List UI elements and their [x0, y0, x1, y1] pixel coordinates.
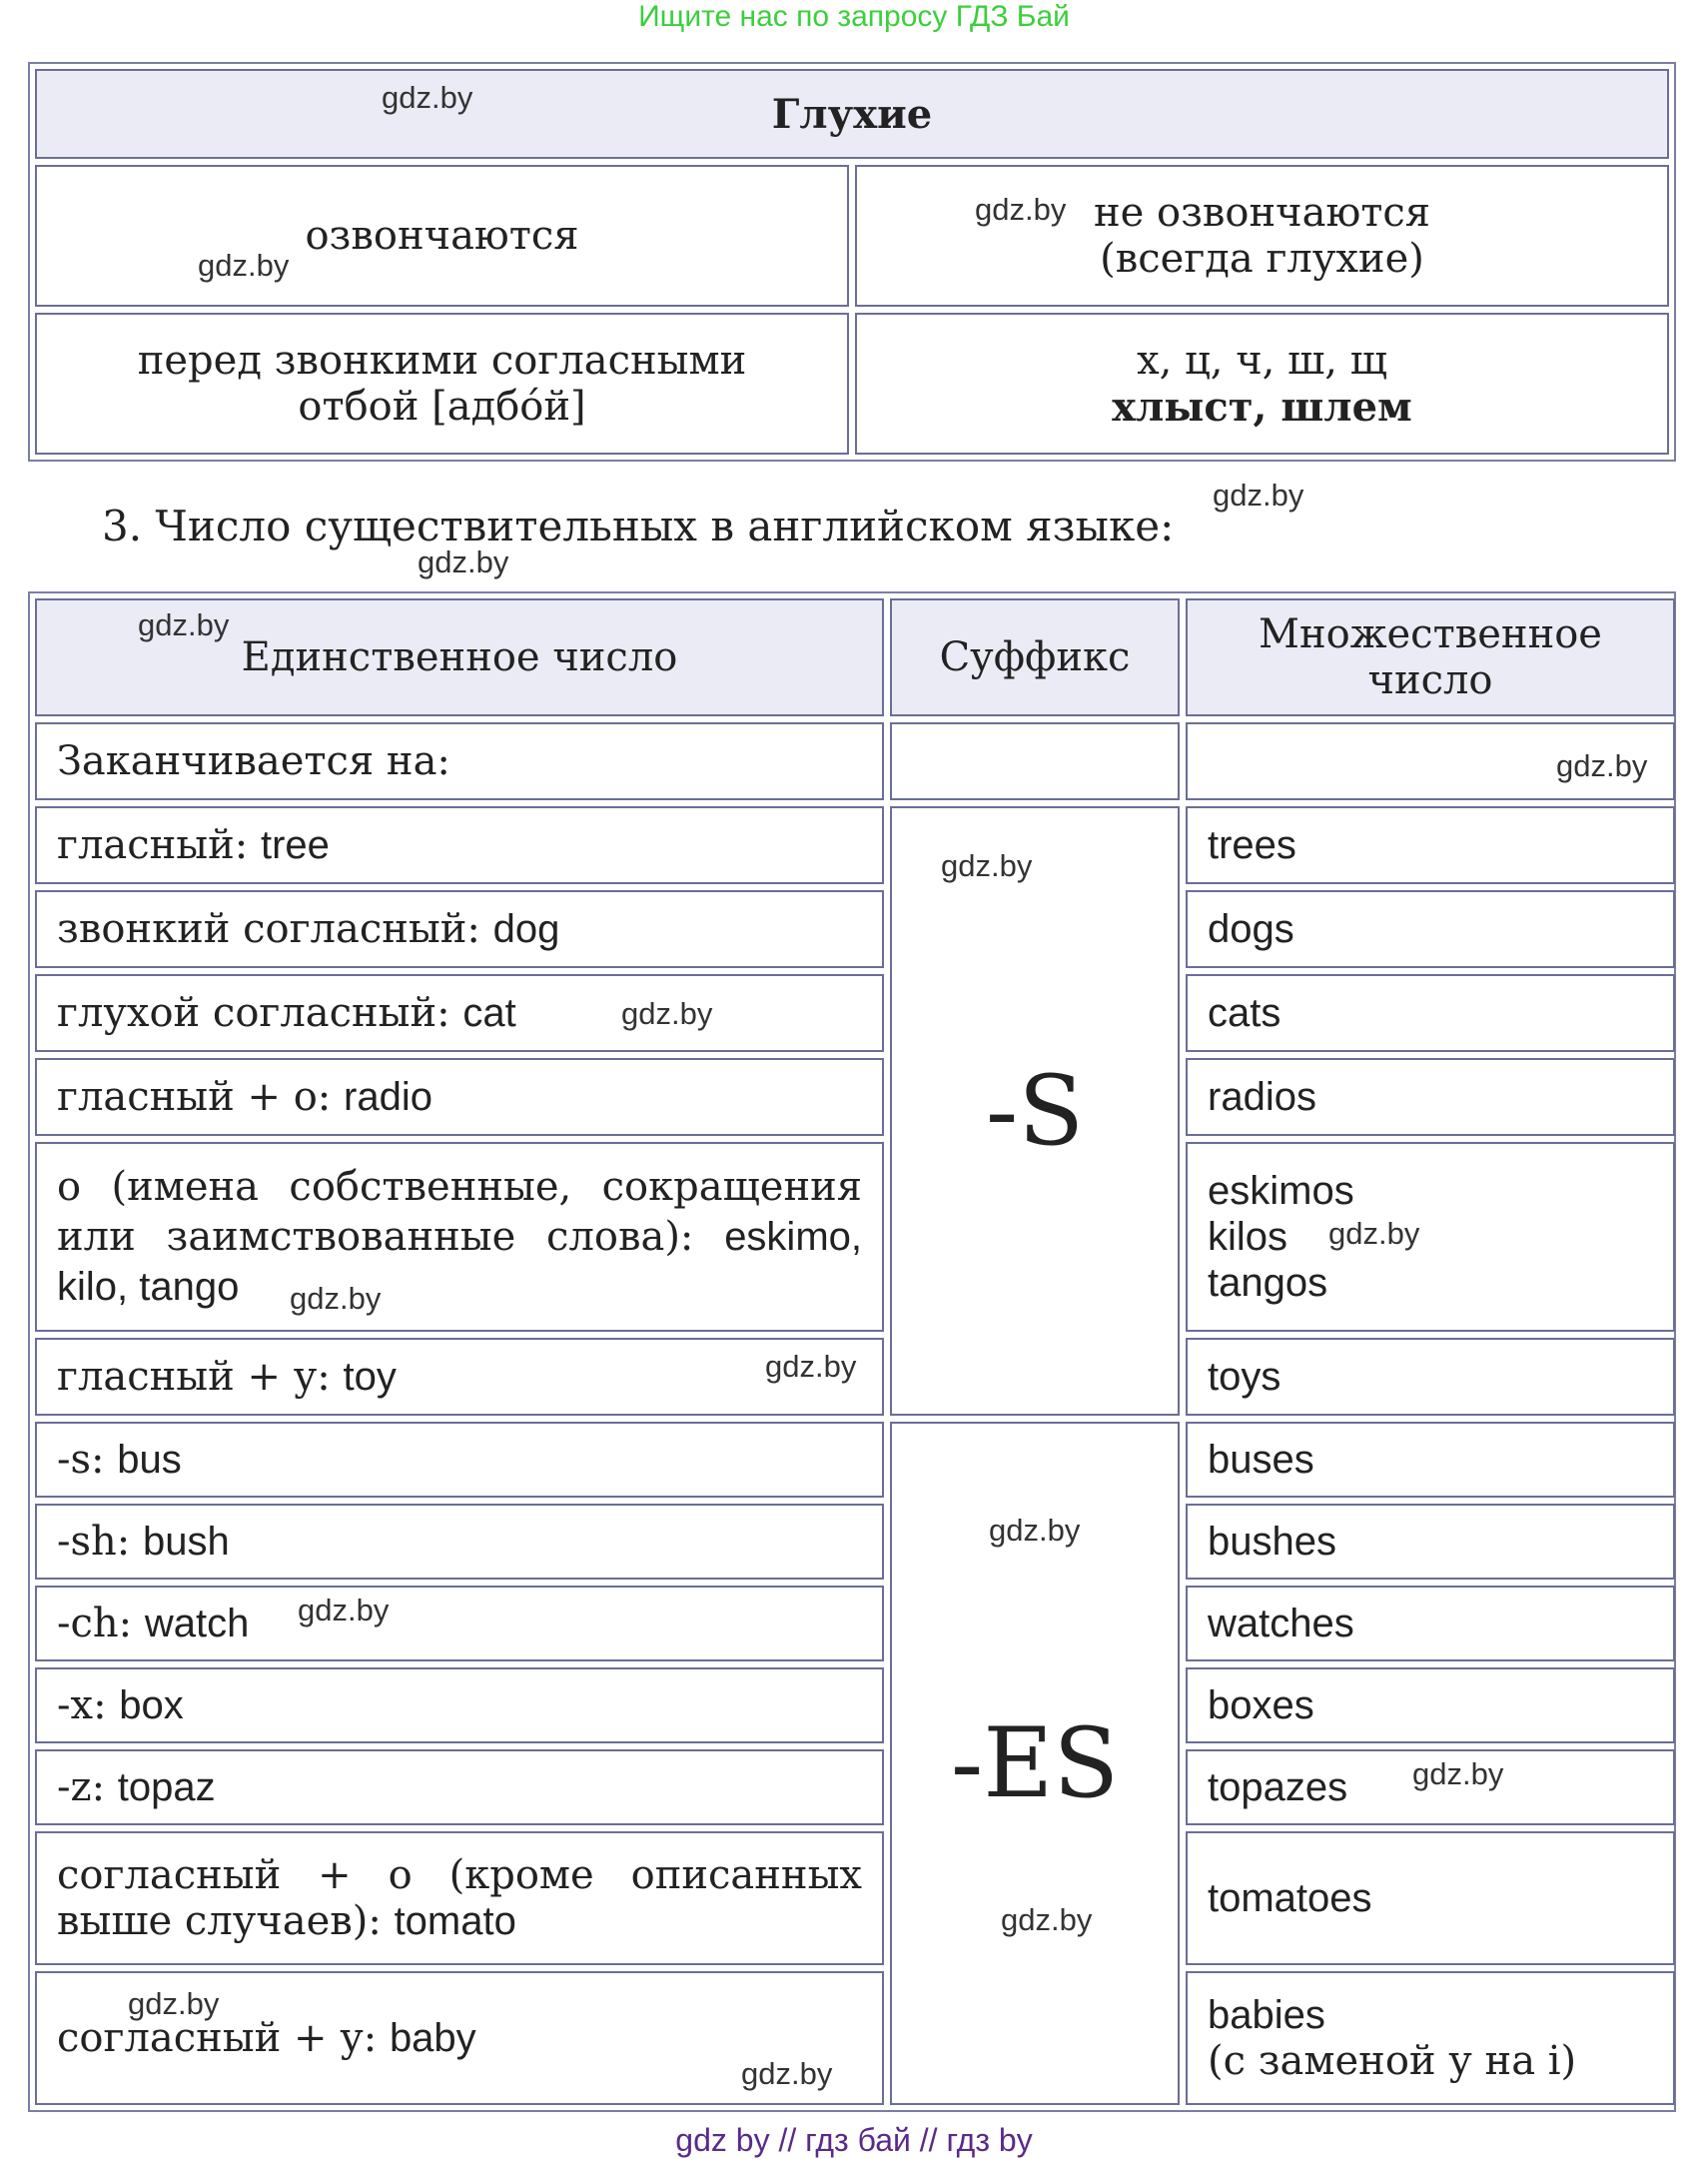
rule-cell: гласный + у: toy	[35, 1338, 884, 1416]
watermark: gdz.by	[290, 1281, 382, 1316]
rule-cell: звонкий согласный: dog	[35, 890, 884, 968]
plural-cell: cats	[1186, 974, 1675, 1052]
suffix-s: -S	[890, 806, 1180, 1416]
rule-cell: о (имена собственные, сокращения или заимствованные слова): eskimo, kilo, tango	[35, 1142, 884, 1332]
rule-cell: -ch: watch	[35, 1586, 884, 1661]
plural-cell: tomatoes	[1186, 1831, 1675, 1965]
rule-cell: -z: topaz	[35, 1749, 884, 1825]
watermark: gdz.by	[621, 996, 713, 1031]
non-voicing-column-title: не озвончаются (всегда глухие)	[855, 165, 1669, 307]
watermark: gdz.by	[138, 607, 230, 642]
watermark: gdz.by	[418, 544, 509, 579]
plural-cell: radios	[1186, 1058, 1675, 1136]
plural-cell: watches	[1186, 1586, 1675, 1661]
rule-cell: гласный: tree	[35, 806, 884, 884]
header-singular: Единственное число	[35, 598, 884, 716]
watermark: gdz.by	[1001, 1902, 1093, 1937]
plural-cell: bushes	[1186, 1504, 1675, 1580]
voicing-description: перед звонкими согласными отбой [адбóй]	[35, 313, 849, 455]
rule-cell: гласный + о: radio	[35, 1058, 884, 1136]
watermark: gdz.by	[1412, 1756, 1504, 1791]
rule-cell: -x: box	[35, 1667, 884, 1743]
plural-cell: topazes	[1186, 1749, 1675, 1825]
watermark: gdz.by	[941, 848, 1033, 883]
header-plural: Множественное число	[1186, 598, 1675, 716]
watermark: gdz.by	[382, 80, 473, 115]
watermark: gdz.by	[1213, 478, 1304, 513]
rule-cell: согласный + у: baby	[35, 1971, 884, 2105]
plural-cell: boxes	[1186, 1667, 1675, 1743]
watermark: gdz.by	[1328, 1216, 1420, 1251]
plural-cell: babies (с заменой у на i)	[1186, 1971, 1675, 2105]
watermark: gdz.by	[198, 248, 290, 283]
header-suffix: Суффикс	[890, 598, 1180, 716]
table-header-voiceless: Глухие	[35, 69, 1669, 159]
plural-cell: eskimos kilos tangos	[1186, 1142, 1675, 1332]
watermark: gdz.by	[128, 1986, 220, 2021]
section-title: 3. Число существительных в английском языке:	[102, 502, 1175, 550]
watermark: gdz.by	[1556, 748, 1648, 783]
watermark: gdz.by	[975, 192, 1067, 227]
rule-cell: -s: bus	[35, 1422, 884, 1498]
rule-cell: согласный + о (кроме описанных выше случаев): tomato	[35, 1831, 884, 1965]
plural-cell: toys	[1186, 1338, 1675, 1416]
voicing-column-title: озвончаются	[35, 165, 849, 307]
footer-links: gdz by // гдз бай // гдз by	[675, 2122, 1033, 2158]
rule-cell: глухой согласный: cat	[35, 974, 884, 1052]
watermark: gdz.by	[765, 1349, 857, 1384]
suffix-es: -ES	[890, 1422, 1180, 2105]
watermark: gdz.by	[298, 1593, 390, 1627]
plural-cell: buses	[1186, 1422, 1675, 1498]
rule-cell: -sh: bush	[35, 1504, 884, 1580]
plural-cell: dogs	[1186, 890, 1675, 968]
empty-suffix-cell	[890, 722, 1180, 800]
non-voicing-description: х, ц, ч, ш, щ хлыст, шлем	[855, 313, 1669, 455]
watermark: gdz.by	[989, 1513, 1081, 1548]
plural-cell: trees	[1186, 806, 1675, 884]
search-banner: Ищите нас по запросу ГДЗ Бай	[638, 0, 1070, 33]
watermark: gdz.by	[741, 2056, 833, 2091]
ends-with-label: Заканчивается на:	[35, 722, 884, 800]
